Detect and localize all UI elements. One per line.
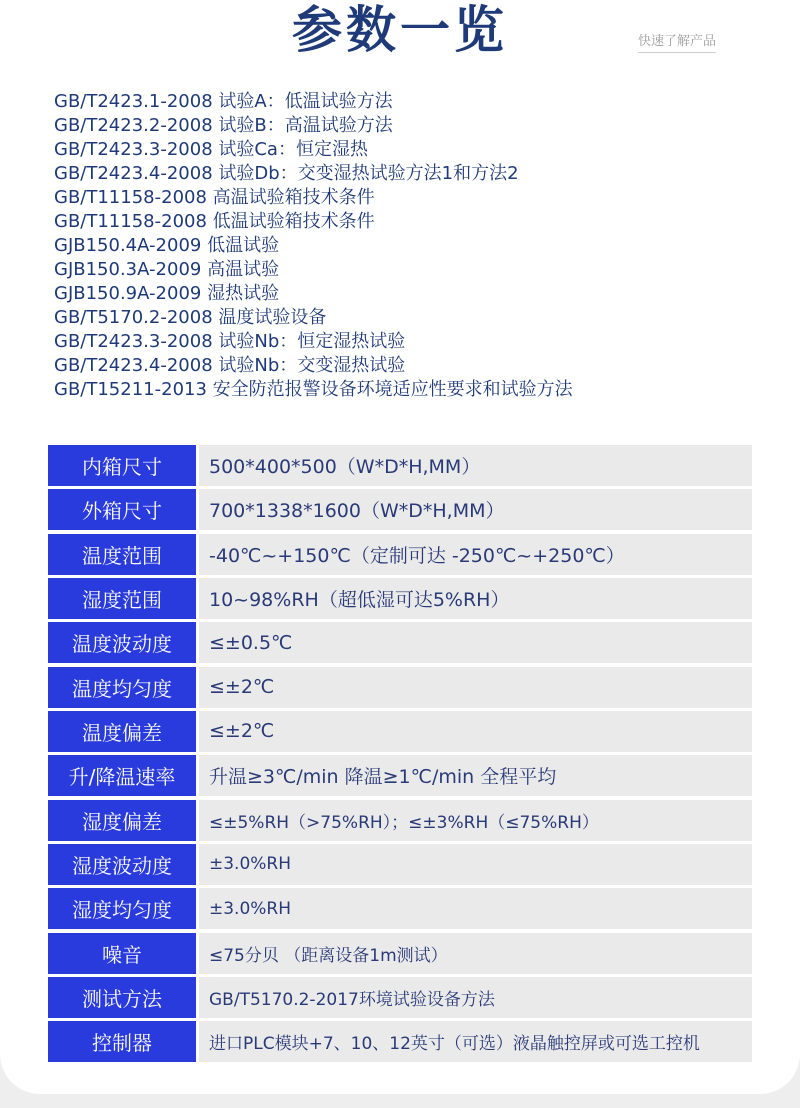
spec-label: 测试方法 <box>48 977 196 1018</box>
spec-label: 内箱尺寸 <box>48 445 196 486</box>
spec-label: 温度范围 <box>48 534 196 575</box>
standard-item: GB/T5170.2-2008 温度试验设备 <box>54 307 327 328</box>
standard-item: GJB150.4A-2009 低温试验 <box>54 235 280 256</box>
spec-table <box>48 445 752 1066</box>
spec-value: 10~98%RH（超低湿可达5%RH） <box>199 578 752 619</box>
spec-value: 500*400*500（W*D*H,MM） <box>199 445 752 486</box>
standard-item: GB/T2423.4-2008 试验Nb：交变湿热试验 <box>54 355 406 376</box>
spec-row-temperature-fluctuation <box>48 622 752 663</box>
spec-label: 温度均匀度 <box>48 667 196 708</box>
spec-label: 升/降温速率 <box>48 755 196 796</box>
standard-item: GJB150.3A-2009 高温试验 <box>54 259 280 280</box>
spec-value: GB/T5170.2-2017环境试验设备方法 <box>199 977 752 1018</box>
spec-value: 进口PLC模块+7、10、12英寸（可选）液晶触控屏或可选工控机 <box>199 1021 752 1062</box>
spec-value: ≤±2℃ <box>199 711 752 752</box>
spec-value: ≤75分贝 （距离设备1m测试） <box>199 933 752 974</box>
spec-row-temperature-range <box>48 534 752 575</box>
spec-value: -40℃~+150℃（定制可达 -250℃~+250℃） <box>199 534 752 575</box>
standards-list <box>54 90 573 402</box>
spec-value: ≤±5%RH（>75%RH）；≤±3%RH（≤75%RH） <box>199 800 752 841</box>
spec-value: 升温≥3℃/min 降温≥1℃/min 全程平均 <box>199 755 752 796</box>
page-title: 参数一览 <box>292 1 508 59</box>
page-subtitle: 快速了解产品 <box>638 30 716 53</box>
spec-row-temperature-uniformity <box>48 667 752 708</box>
spec-row-humidity-fluctuation <box>48 844 752 885</box>
standard-item: GB/T2423.1-2008 试验A：低温试验方法 <box>54 91 393 112</box>
spec-label: 控制器 <box>48 1021 196 1062</box>
spec-row-test-method <box>48 977 752 1018</box>
spec-value: ≤±0.5℃ <box>199 622 752 663</box>
spec-label: 噪音 <box>48 933 196 974</box>
spec-row-controller <box>48 1021 752 1062</box>
spec-row-heating-cooling-rate <box>48 755 752 796</box>
spec-value: ±3.0%RH <box>199 888 752 929</box>
standard-item: GB/T11158-2008 低温试验箱技术条件 <box>54 211 375 232</box>
spec-value: 700*1338*1600（W*D*H,MM） <box>199 489 752 530</box>
standard-item: GJB150.9A-2009 湿热试验 <box>54 283 280 304</box>
spec-row-outer-size <box>48 489 752 530</box>
spec-label: 湿度偏差 <box>48 800 196 841</box>
spec-label: 温度偏差 <box>48 711 196 752</box>
spec-label: 外箱尺寸 <box>48 489 196 530</box>
standard-item: GB/T11158-2008 高温试验箱技术条件 <box>54 187 375 208</box>
spec-label: 湿度均匀度 <box>48 888 196 929</box>
spec-label: 湿度范围 <box>48 578 196 619</box>
spec-label: 湿度波动度 <box>48 844 196 885</box>
standard-item: GB/T15211-2013 安全防范报警设备环境适应性要求和试验方法 <box>54 379 573 400</box>
spec-label: 温度波动度 <box>48 622 196 663</box>
spec-value: ≤±2℃ <box>199 667 752 708</box>
spec-row-humidity-range <box>48 578 752 619</box>
standard-item: GB/T2423.3-2008 试验Ca：恒定湿热 <box>54 139 368 160</box>
spec-row-humidity-deviation <box>48 800 752 841</box>
standard-item: GB/T2423.4-2008 试验Db：交变湿热试验方法1和方法2 <box>54 163 519 184</box>
standard-item: GB/T2423.2-2008 试验B：高温试验方法 <box>54 115 393 136</box>
spec-row-temperature-deviation <box>48 711 752 752</box>
spec-row-inner-size <box>48 445 752 486</box>
spec-value: ±3.0%RH <box>199 844 752 885</box>
standard-item: GB/T2423.3-2008 试验Nb：恒定湿热试验 <box>54 331 406 352</box>
spec-row-humidity-uniformity <box>48 888 752 929</box>
spec-row-noise <box>48 933 752 974</box>
